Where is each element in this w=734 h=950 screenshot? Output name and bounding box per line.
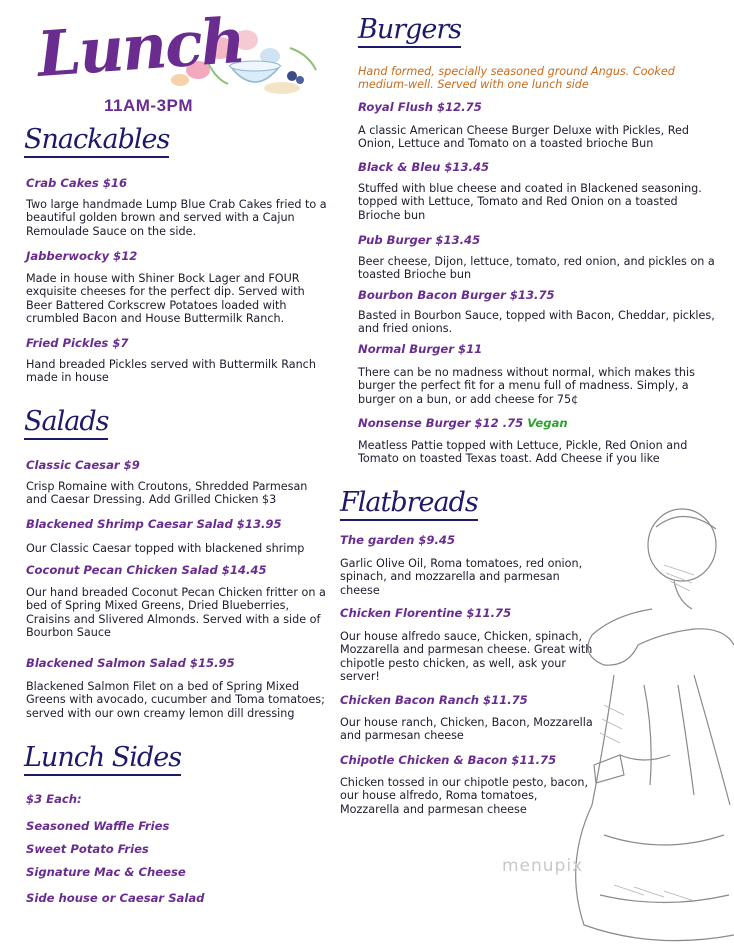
description-line: Our house ranch, Chicken, Bacon, Mozzarella [340,716,593,729]
menu-item-description [358,366,695,406]
description-line: Brioche bun [358,208,426,222]
description-line: exquisite cheeses for the perfect dip. Served with [26,285,305,299]
description-line: Our Classic Caesar topped with blackened shrimp [26,542,305,555]
description-line: served with our own creamy lemon dill dressing [26,706,295,720]
description-line: and parmesan cheese [340,729,464,743]
menu-item-title: Bourbon Bacon Burger $13.75 [358,288,555,302]
section-title-text: Salads [24,406,109,437]
menu-item-description [340,716,593,743]
section-title-text: Flatbreads [340,487,478,518]
description-line: Tomato on toasted Texas toast. Add Cheese if you like [358,452,660,466]
menu-item-title: Royal Flush $12.75 [358,100,482,114]
menu-item-description [358,309,715,336]
description-line: Mozzarella and parmesan cheese [340,802,527,816]
description-line: Greens with avocado, cucumber and Toma tomatoes; [26,693,325,707]
menu-item-description [340,630,592,683]
sides-price: $3 Each: [26,792,82,806]
lunch-hours: 11AM-3PM [104,96,194,115]
description-line: Stuffed with blue cheese and coated in Blackened seasoning. [358,182,702,195]
description-line: Beer cheese, Dijon, lettuce, tomato, red onion, and pickles on a [358,255,715,268]
description-line: crumbled Bacon and House Buttermilk Ranch. [26,311,285,325]
section-underline [24,438,108,440]
description-line: Craisins and Slivered Almonds. Served with a side of [26,612,321,626]
section-title-snackables [24,124,169,155]
description-line: Mozzarella and parmesan cheese. Great with [340,643,593,657]
description-line: Meatless Pattie topped with Lettuce, Pickle, Red Onion and [358,439,688,452]
description-line: Onion, Lettuce and Tomato on a toasted brioche Bun [358,137,654,151]
description-line: Basted in Bourbon Sauce, topped with Bacon, Cheddar, pickles, [358,309,715,322]
menu-item-description [358,124,689,151]
alice-sketch-illustration [574,505,734,950]
menu-item-title: Classic Caesar $9 [26,458,140,472]
side-item: Side house or Caesar Salad [26,891,205,905]
description-line: Chicken tossed in our chipotle pesto, bacon, [340,776,589,789]
menu-item-description [26,358,316,385]
burgers-intro [358,65,675,92]
menu-item-description [340,557,582,597]
menu-item-description [26,272,305,325]
menu-item-description [26,542,304,555]
menu-item-title: Coconut Pecan Chicken Salad $14.45 [26,563,267,577]
description-line: and fried onions. [358,322,453,336]
description-line: Beer Battered Corkscrew Potatoes loaded with [26,298,287,312]
section-underline [24,774,181,776]
menu-item-title: Chipotle Chicken & Bacon $11.75 [340,753,557,767]
menu-item-description [358,439,687,466]
vegan-badge: Vegan [527,416,568,430]
description-line: our house alfredo, Roma tomatoes, [340,789,538,803]
section-title-text: Lunch Sides [24,742,182,773]
menu-item-description [26,198,327,238]
description-line: burger on a bun, or add cheese for 75¢ [358,392,579,406]
description-line: bed of Spring Mixed Greens, Dried Blueberries, [26,599,290,613]
description-line: Made in house with Shiner Bock Lager and FOUR [26,272,300,285]
description-line: Blackened Salmon Filet on a bed of Spring Mixed [26,680,300,693]
menu-item-title: Crab Cakes $16 [26,176,128,190]
description-line: Two large handmade Lump Blue Crab Cakes fried to a [26,198,327,211]
description-line: cheese [340,583,380,597]
description-line: Bourbon Sauce [26,625,111,639]
menu-item-description [358,182,702,222]
menu-item-name: Nonsense Burger $12 .75 [358,416,524,430]
description-line: and Caesar Dressing. Add Grilled Chicken $3 [26,493,277,507]
menu-item-description [340,776,588,816]
section-underline [340,519,478,521]
section-underline [24,156,169,158]
side-item: Seasoned Waffle Fries [26,819,170,833]
menu-item-title: Jabberwocky $12 [26,249,138,263]
menu-item-description [358,255,715,282]
section-title-text: Snackables [24,124,170,155]
watermark: menupix [502,856,584,876]
side-item: Signature Mac & Cheese [26,865,186,879]
menu-item-description [26,680,325,720]
description-line: Crisp Romaine with Croutons, Shredded Parmesan [26,480,308,493]
description-line: There can be no madness without normal, which makes this [358,366,695,379]
menu-item-title: Chicken Bacon Ranch $11.75 [340,693,528,707]
page-title: Lunch [34,3,247,92]
menu-item-title: Blackened Salmon Salad $15.95 [26,656,235,670]
side-item: Sweet Potato Fries [26,842,149,856]
menu-item-title: Normal Burger $11 [358,342,483,356]
section-title-lunch-sides [24,742,181,773]
description-line: Our hand breaded Coconut Pecan Chicken fritter on a [26,586,326,599]
intro-line: Hand formed, specially seasoned ground Angus. Cooked [358,65,675,78]
description-line: made in house [26,371,109,385]
section-title-salads [24,406,108,437]
menu-item-title: Fried Pickles $7 [26,336,129,350]
description-line: topped with Lettuce, Tomato and Red Onion on a toasted [358,195,678,209]
description-line: A classic American Cheese Burger Deluxe with Pickles, Red [358,124,689,137]
menu-item-description [26,586,326,639]
menu-item-title: Black & Bleu $13.45 [358,160,490,174]
menu-item-title [358,416,568,430]
description-line: Garlic Olive Oil, Roma tomatoes, red onion, [340,557,583,570]
menu-item-title: Pub Burger $13.45 [358,233,481,247]
description-line: burger the perfect fit for a menu full of madness. Simply, a [358,379,689,393]
description-line: Remoulade Sauce on the side. [26,224,197,238]
description-line: beautiful golden brown and served with a Cajun [26,211,295,225]
description-line: spinach, and mozzarella and parmesan [340,570,560,584]
section-title-text: Burgers [358,14,462,45]
menu-item-description [26,480,307,507]
description-line: Our house alfredo sauce, Chicken, spinach, [340,630,583,643]
description-line: server! [340,669,380,683]
description-line: Hand breaded Pickles served with Buttermilk Ranch [26,358,316,371]
section-underline [358,46,461,48]
menu-item-title: Blackened Shrimp Caesar Salad $13.95 [26,517,282,531]
description-line: chipotle pesto chicken, as well, ask your [340,656,566,670]
menu-item-title: The garden $9.45 [340,533,456,547]
menu-item-title: Chicken Florentine $11.75 [340,606,512,620]
intro-line: medium-well. Served with one lunch side [358,78,589,92]
description-line: toasted Brioche bun [358,268,472,282]
section-title-flatbreads [340,487,478,518]
section-title-burgers [358,14,461,45]
